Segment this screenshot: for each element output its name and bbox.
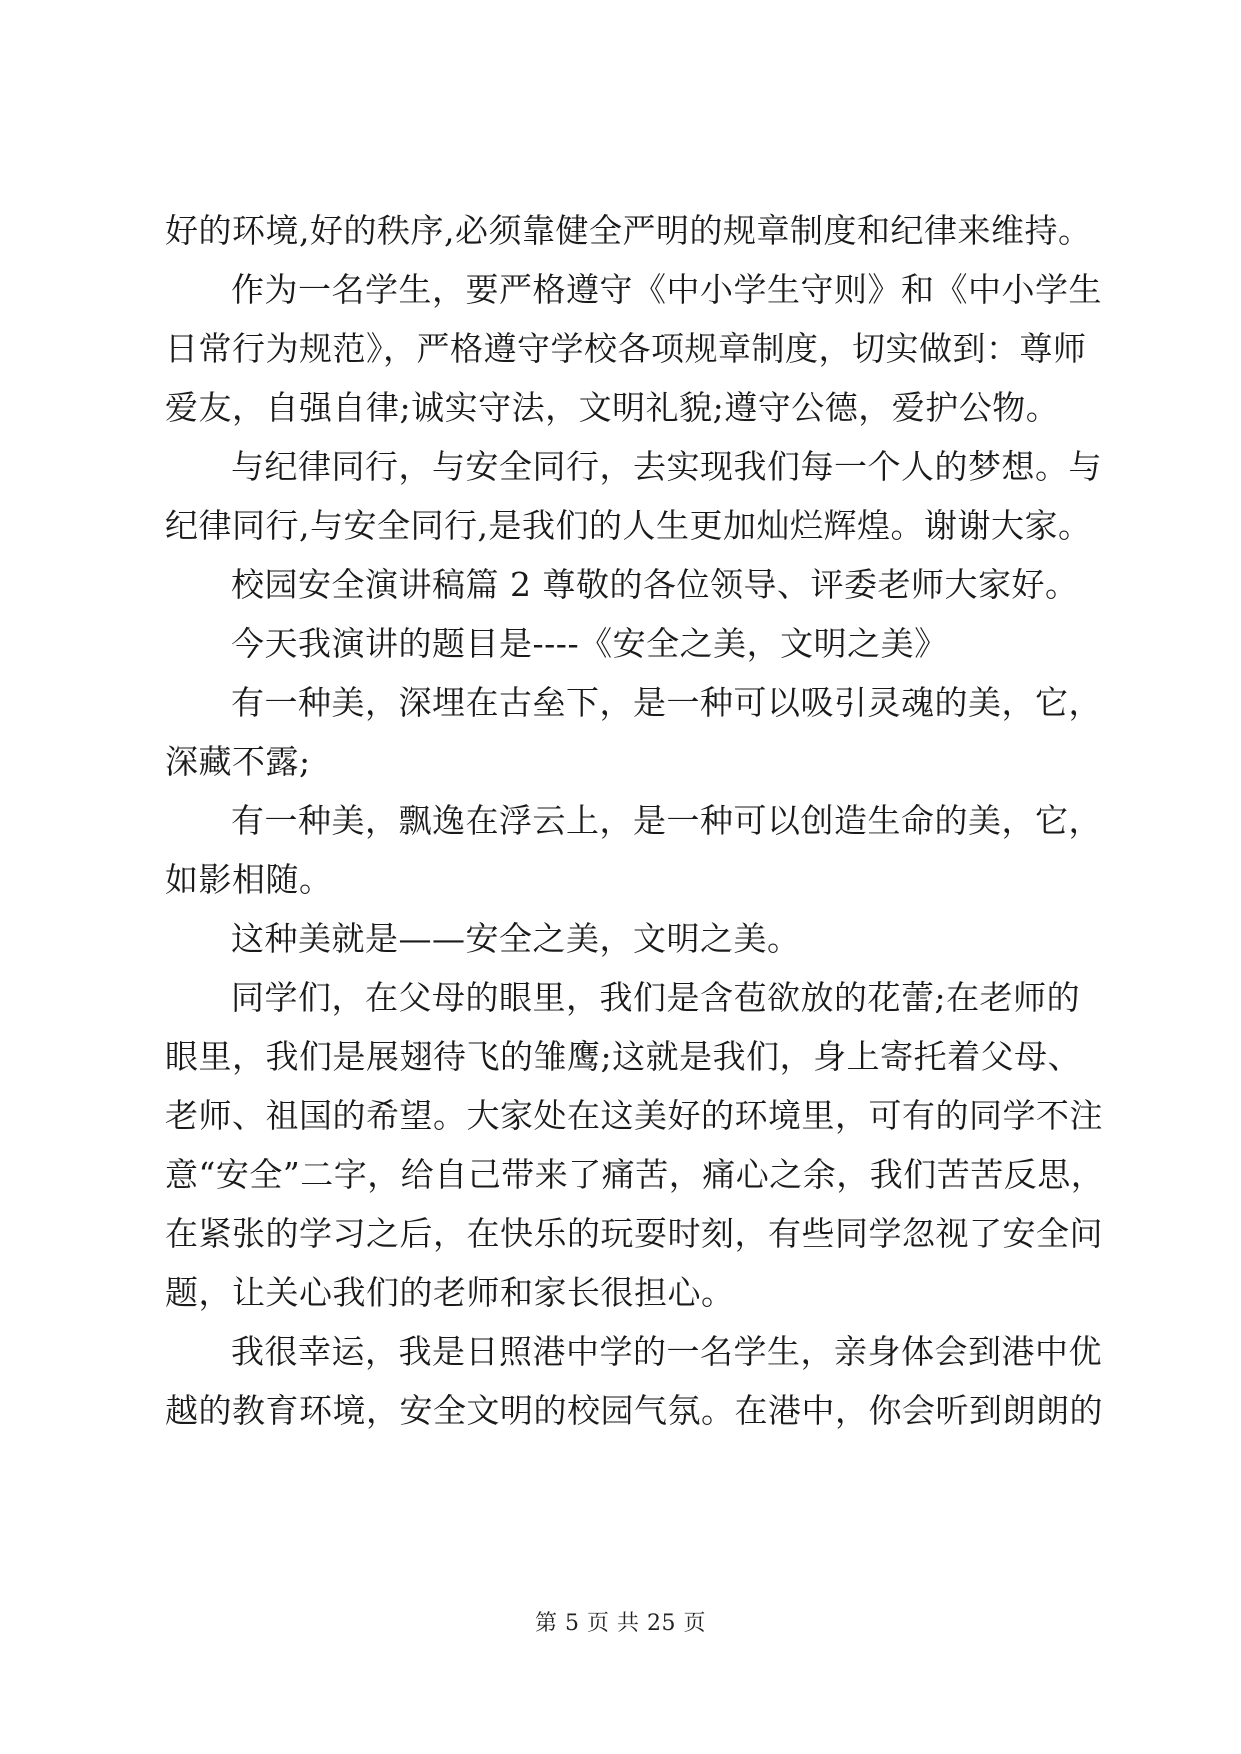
paragraph — [165, 555, 1077, 614]
paragraph-line: 越的教育环境，安全文明的校园气氛。在港中，你会听到朗朗的 — [165, 1391, 1103, 1430]
paragraph — [165, 791, 1102, 909]
paragraph-line: 今天我演讲的题目是----《安全之美，文明之美》 — [231, 624, 948, 663]
paragraph — [165, 260, 1102, 437]
page-footer: 第 5 页 共 25 页 — [535, 1611, 706, 1636]
paragraph — [165, 968, 1105, 1322]
paragraph — [165, 201, 1092, 260]
paragraph-line: 与纪律同行，与安全同行，去实现我们每一个人的梦想。与 — [231, 447, 1102, 486]
paragraph-line: 日常行为规范》，严格遵守学校各项规章制度，切实做到：尊师 — [165, 329, 1087, 368]
paragraph-line: 意“安全”二字，给自己带来了痛苦，痛心之余，我们苦苦反思， — [165, 1155, 1105, 1194]
paragraph-line: 校园安全演讲稿篇 2 尊敬的各位领导、评委老师大家好。 — [231, 565, 1079, 604]
paragraph-line: 眼里，我们是展翅待飞的雏鹰;这就是我们，身上寄托着父母、 — [165, 1037, 1082, 1076]
paragraph-line: 在紧张的学习之后，在快乐的玩耍时刻，有些同学忽视了安全问 — [165, 1214, 1103, 1253]
paragraph-line: 深藏不露; — [165, 742, 311, 781]
paragraph-line: 纪律同行,与安全同行,是我们的人生更加灿烂辉煌。谢谢大家。 — [165, 506, 1092, 545]
paragraph — [165, 1322, 1103, 1440]
paragraph-line: 同学们，在父母的眼里，我们是含苞欲放的花蕾;在老师的 — [231, 978, 1081, 1017]
paragraph-line: 好的环境,好的秩序,必须靠健全严明的规章制度和纪律来维持。 — [165, 211, 1092, 250]
paragraph-line: 题，让关心我们的老师和家长很担心。 — [165, 1273, 735, 1312]
paragraph-line: 爱友，自强自律;诚实守法，文明礼貌;遵守公德，爱护公物。 — [165, 388, 1060, 427]
paragraph-line: 老师、祖国的希望。大家处在这美好的环境里，可有的同学不注 — [165, 1096, 1103, 1135]
paragraph-line: 有一种美，飘逸在浮云上，是一种可以创造生命的美，它， — [231, 801, 1102, 840]
paragraph-line: 作为一名学生，要严格遵守《中小学生守则》和《中小学生 — [231, 270, 1102, 309]
body-text — [165, 201, 1105, 1440]
paragraph — [165, 437, 1102, 555]
paragraph — [165, 673, 1102, 791]
paragraph-line: 这种美就是——安全之美，文明之美。 — [231, 919, 801, 958]
paragraph-line: 我很幸运，我是日照港中学的一名学生，亲身体会到港中优 — [231, 1332, 1102, 1371]
paragraph-line: 有一种美，深埋在古垒下，是一种可以吸引灵魂的美，它， — [231, 683, 1102, 722]
paragraph-line: 如影相随。 — [165, 860, 333, 899]
paragraph — [165, 909, 1077, 968]
paragraph — [165, 614, 1077, 673]
